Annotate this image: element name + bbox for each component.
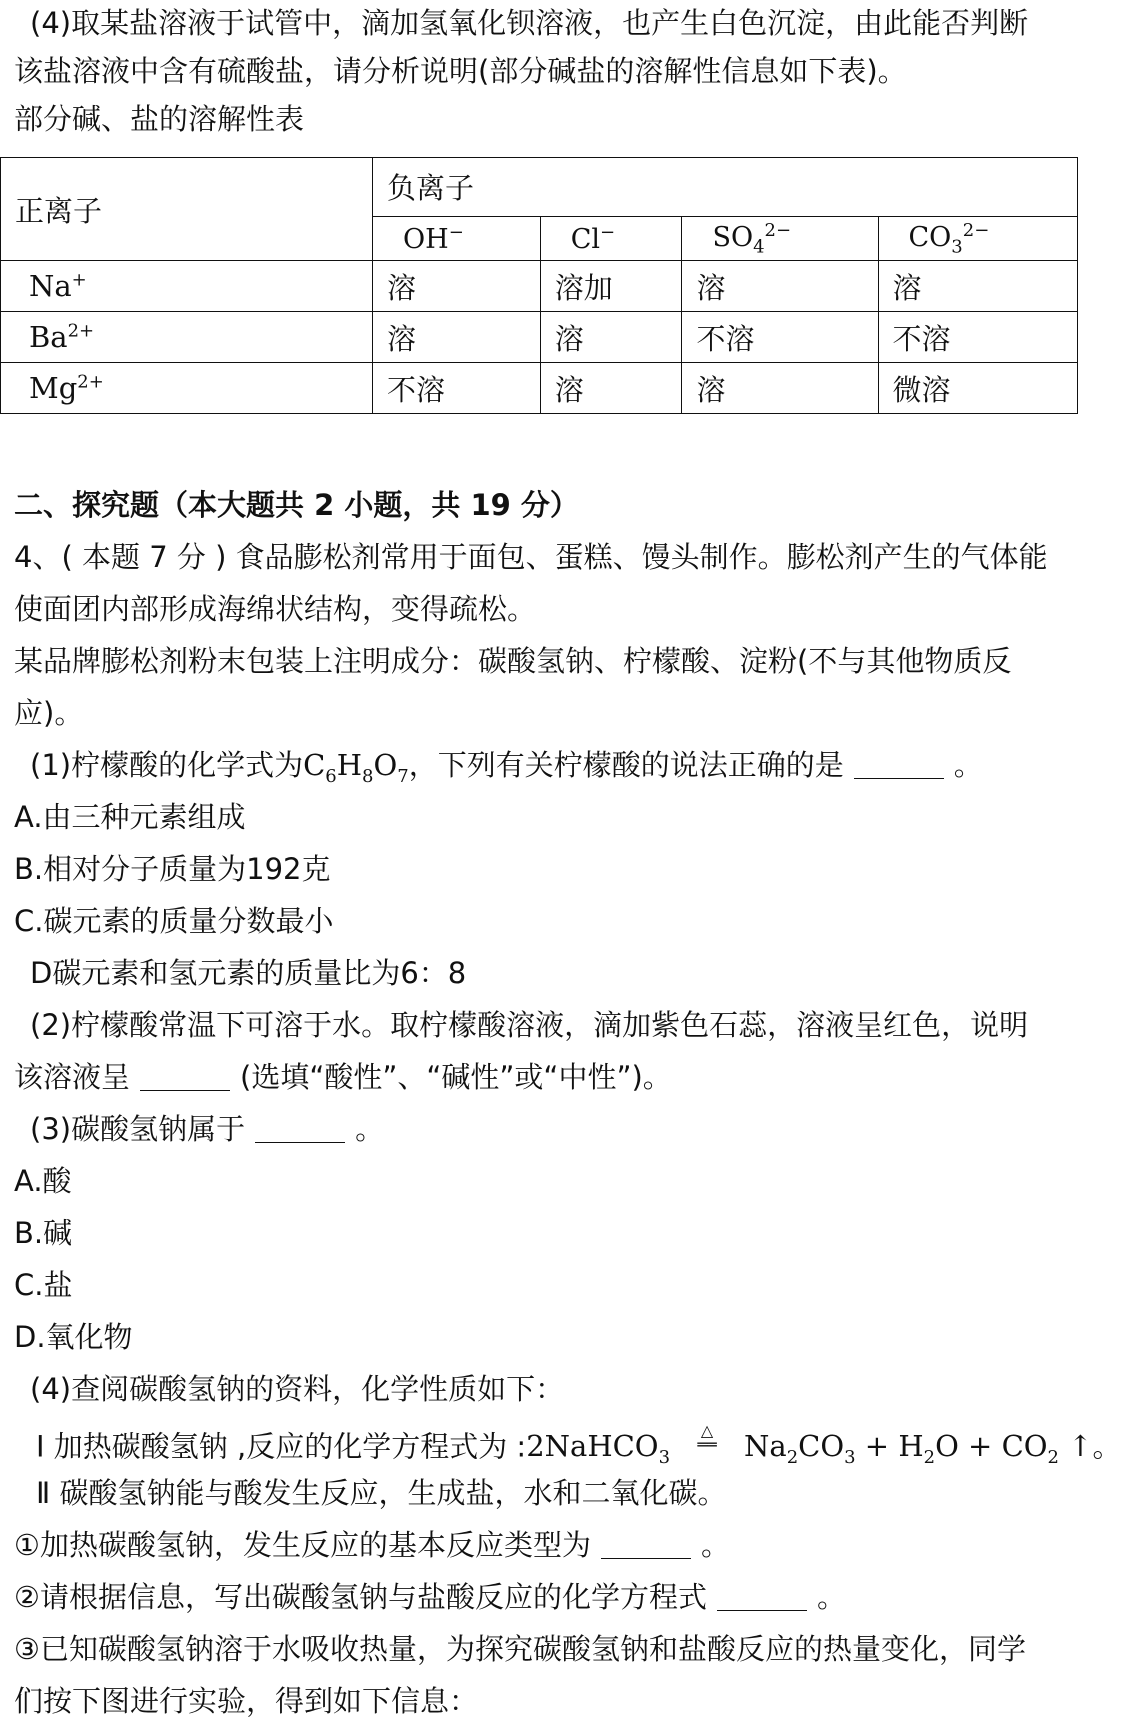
option-a: A.酸 — [14, 1164, 72, 1198]
table-cell: 不溶 — [878, 312, 1078, 363]
anion-co3: $CO_3^{2-}$ — [878, 216, 1078, 260]
table-cell: 溶 — [373, 312, 541, 363]
table-caption: 部分碱、盐的溶解性表 — [14, 102, 305, 136]
section-title: 二、探究题（本大题共 2 小题，共 19 分） — [14, 488, 579, 522]
part4-q2: ②请根据信息，写出碳酸氢钠与盐酸反应的化学方程式 。 — [14, 1580, 847, 1614]
anion-so4: $SO_4^{2-}$ — [682, 216, 878, 260]
cation-mg: $Mg^{2+}$ — [1, 363, 373, 414]
part4-intro: (4)查阅碳酸氢钠的资料，化学性质如下： — [30, 1372, 565, 1406]
q4-line2: 使面团内部形成海绵状结构，变得疏松。 — [14, 592, 537, 626]
part4-q3-line2: 们按下图进行实验，得到如下信息： — [14, 1684, 479, 1718]
table-cell: 溶 — [373, 261, 541, 312]
table-cell: 溶 — [682, 363, 878, 414]
q4-intro-line2: 该盐溶液中含有硫酸盐，请分析说明(部分碱盐的溶解性信息如下表)。 — [14, 54, 907, 88]
answer-blank[interactable] — [140, 1064, 230, 1091]
q4-line3: 某品牌膨松剂粉末包装上注明成分：碳酸氢钠、柠檬酸、淀粉(不与其他物质反 — [14, 644, 1012, 678]
q4-line1: 4、( 本题 7 分 ) 食品膨松剂常用于面包、蛋糕、馒头制作。膨松剂产生的气体能 — [14, 540, 1048, 574]
table-row — [1, 261, 1078, 312]
part3-question: (3)碳酸氢钠属于 。 — [30, 1112, 385, 1146]
anion-oh: OH− — [373, 216, 541, 260]
option-c: C.盐 — [14, 1268, 73, 1302]
cation-na: Na+ — [1, 261, 373, 312]
q4-line4: 应)。 — [14, 696, 84, 730]
table-cell: 溶 — [540, 363, 682, 414]
option-c: C.碳元素的质量分数最小 — [14, 904, 334, 938]
table-cell: 不溶 — [682, 312, 878, 363]
option-d: D碳元素和氢元素的质量比为6：8 — [30, 956, 467, 990]
table-cell: 溶 — [682, 261, 878, 312]
table-cell: 溶 — [878, 261, 1078, 312]
anion-cl: Cl− — [540, 216, 682, 260]
cation-ba: $Ba^{2+}$ — [1, 312, 373, 363]
q4-intro-line1: (4)取某盐溶液于试管中，滴加氢氧化钡溶液，也产生白色沉淀，由此能否判断 — [30, 6, 1029, 40]
part2-line1: (2)柠檬酸常温下可溶于水。取柠檬酸溶液，滴加紫色石蕊，溶液呈红色，说明 — [30, 1008, 1029, 1042]
answer-blank[interactable] — [717, 1584, 807, 1611]
table-cell: 溶加 — [540, 261, 682, 312]
table-row — [1, 312, 1078, 363]
part4-equation-line: Ⅰ 加热碳酸氢钠 ,反应的化学方程式为 :2NaHCO$_3$ △ ══ $Na_2CO_3 + H_2O + CO_2$ ↑。 — [36, 1421, 1122, 1469]
option-d: D.氧化物 — [14, 1320, 133, 1354]
table-cell: 微溶 — [878, 363, 1078, 414]
option-b: B.碱 — [14, 1216, 73, 1250]
table-cell: 不溶 — [373, 363, 541, 414]
header-anion: 负离子 — [373, 158, 1078, 217]
part4-fact-ii: Ⅱ 碳酸氢钠能与酸发生反应，生成盐，水和二氧化碳。 — [36, 1476, 727, 1510]
part2-line2: 该溶液呈 (选填“酸性”、“碱性”或“中性”)。 — [14, 1060, 672, 1094]
answer-blank[interactable] — [255, 1116, 345, 1143]
table-row — [1, 363, 1078, 414]
part1-question: (1)柠檬酸的化学式为$C_6H_8O_7$，下列有关柠檬酸的说法正确的是 。 — [30, 748, 983, 787]
part4-q1: ①加热碳酸氢钠，发生反应的基本反应类型为 。 — [14, 1528, 731, 1562]
answer-blank[interactable] — [854, 752, 944, 779]
answer-blank[interactable] — [601, 1532, 691, 1559]
part4-q3-line1: ③已知碳酸氢钠溶于水吸收热量，为探究碳酸氢钠和盐酸反应的热量变化，同学 — [14, 1632, 1026, 1666]
table-cell: 溶 — [540, 312, 682, 363]
option-a: A.由三种元素组成 — [14, 800, 246, 834]
heat-arrow-icon: △ ══ — [697, 1421, 717, 1455]
solubility-table — [0, 157, 1078, 414]
header-cation: 正离子 — [1, 158, 373, 261]
option-b: B.相对分子质量为192克 — [14, 852, 331, 886]
